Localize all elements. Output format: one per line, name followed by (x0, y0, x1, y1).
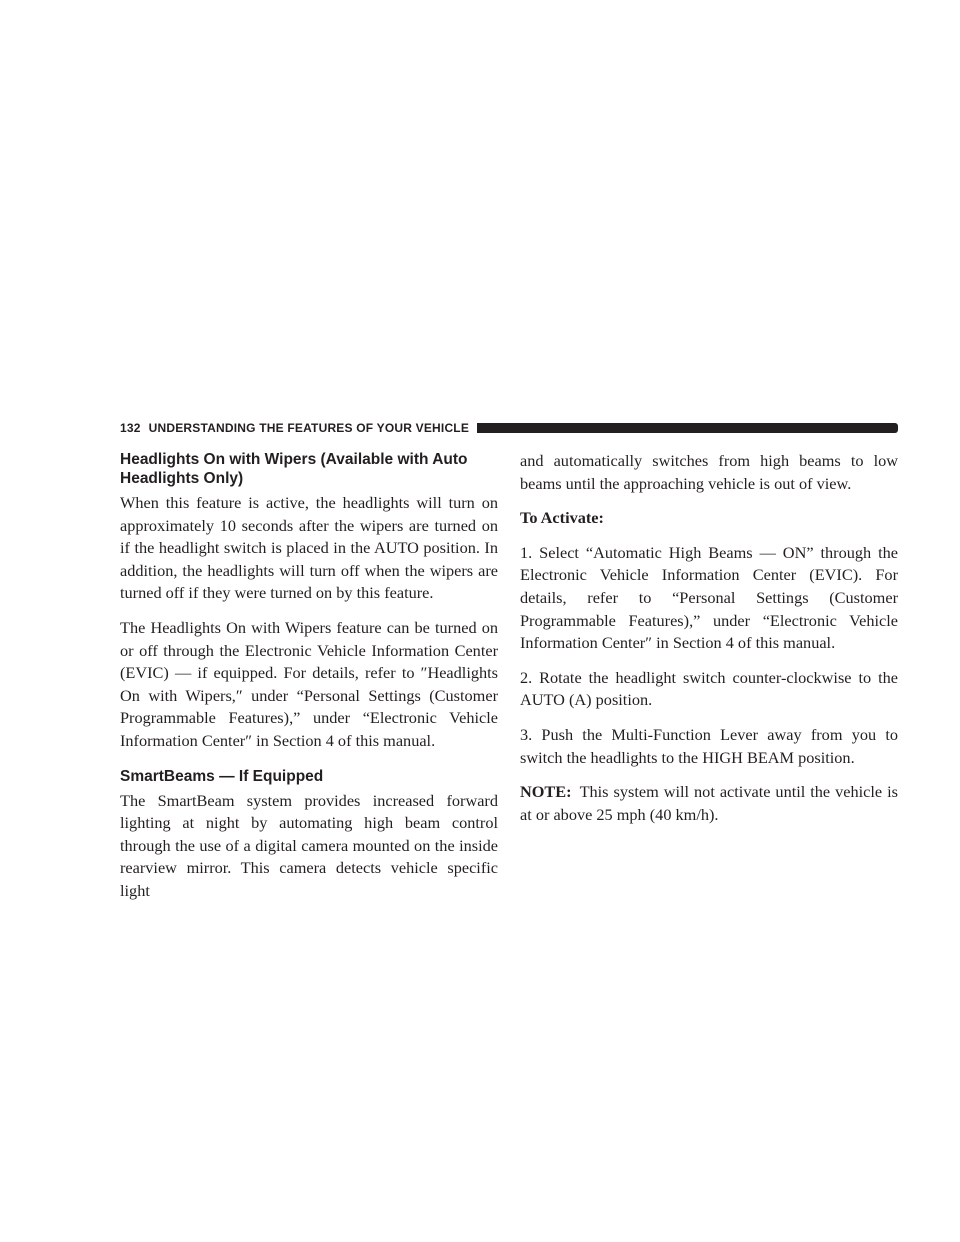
step-2: 2. Rotate the headlight switch counter-clockwise to the AUTO (A) position. (520, 667, 898, 710)
page-header (120, 420, 898, 436)
note (520, 781, 898, 826)
header-rule (477, 423, 898, 433)
heading-smartbeams: SmartBeams — If Equipped (120, 767, 324, 785)
subheading-to-activate: To Activate: (520, 508, 604, 528)
left-column (120, 450, 498, 915)
note-label: NOTE: (520, 782, 572, 802)
paragraph-wipers-feature: When this feature is active, the headlights will turn on approximately 10 seconds after the wipers are turned on if the headlight switch is placed in the AUTO position. In addition, the headlights will turn off when the wipers are turned off if they were turned on by this feature. (120, 493, 498, 603)
heading-headlights-on-with-wipers: Headlights On with Wipers (Available with Auto Headlights Only) (120, 451, 468, 487)
paragraph-smartbeam-system: The SmartBeam system provides increased forward lighting at night by automating high beam control through the use of a digital camera mounted on the inside rearview mirror. This camera detects vehicle specific light (120, 790, 498, 900)
paragraph-wipers-evic: The Headlights On with Wipers feature can be turned on or off through the Electronic Vehicle Information Center (EVIC) — if equipped. For details, refer to ″Headlights On with Wipers,″ under “Personal Settings (Customer Programmable Features),” under “Electronic Vehicle Information Center″ in Section 4 of this manual. (120, 617, 498, 750)
step-1: 1. Select “Automatic High Beams — ON” through the Electronic Vehicle Information Center (EVIC). For details, refer to “Personal Settings (Customer Programmable Features),” under “Electronic Vehicle Information Center″ in Section 4 of this manual. (520, 542, 898, 653)
step-3: 3. Push the Multi-Function Lever away from you to switch the headlights to the HIGH BEAM position. (520, 724, 898, 767)
right-column (520, 450, 898, 838)
paragraph-smartbeam-continued: and automatically switches from high beams to low beams until the approaching vehicle is out of view. (520, 451, 898, 493)
page-number: 132 (120, 421, 141, 435)
note-text: This system will not activate until the vehicle is at or above 25 mph (40 km/h). (520, 782, 898, 824)
section-title: UNDERSTANDING THE FEATURES OF YOUR VEHICLE (148, 421, 470, 435)
